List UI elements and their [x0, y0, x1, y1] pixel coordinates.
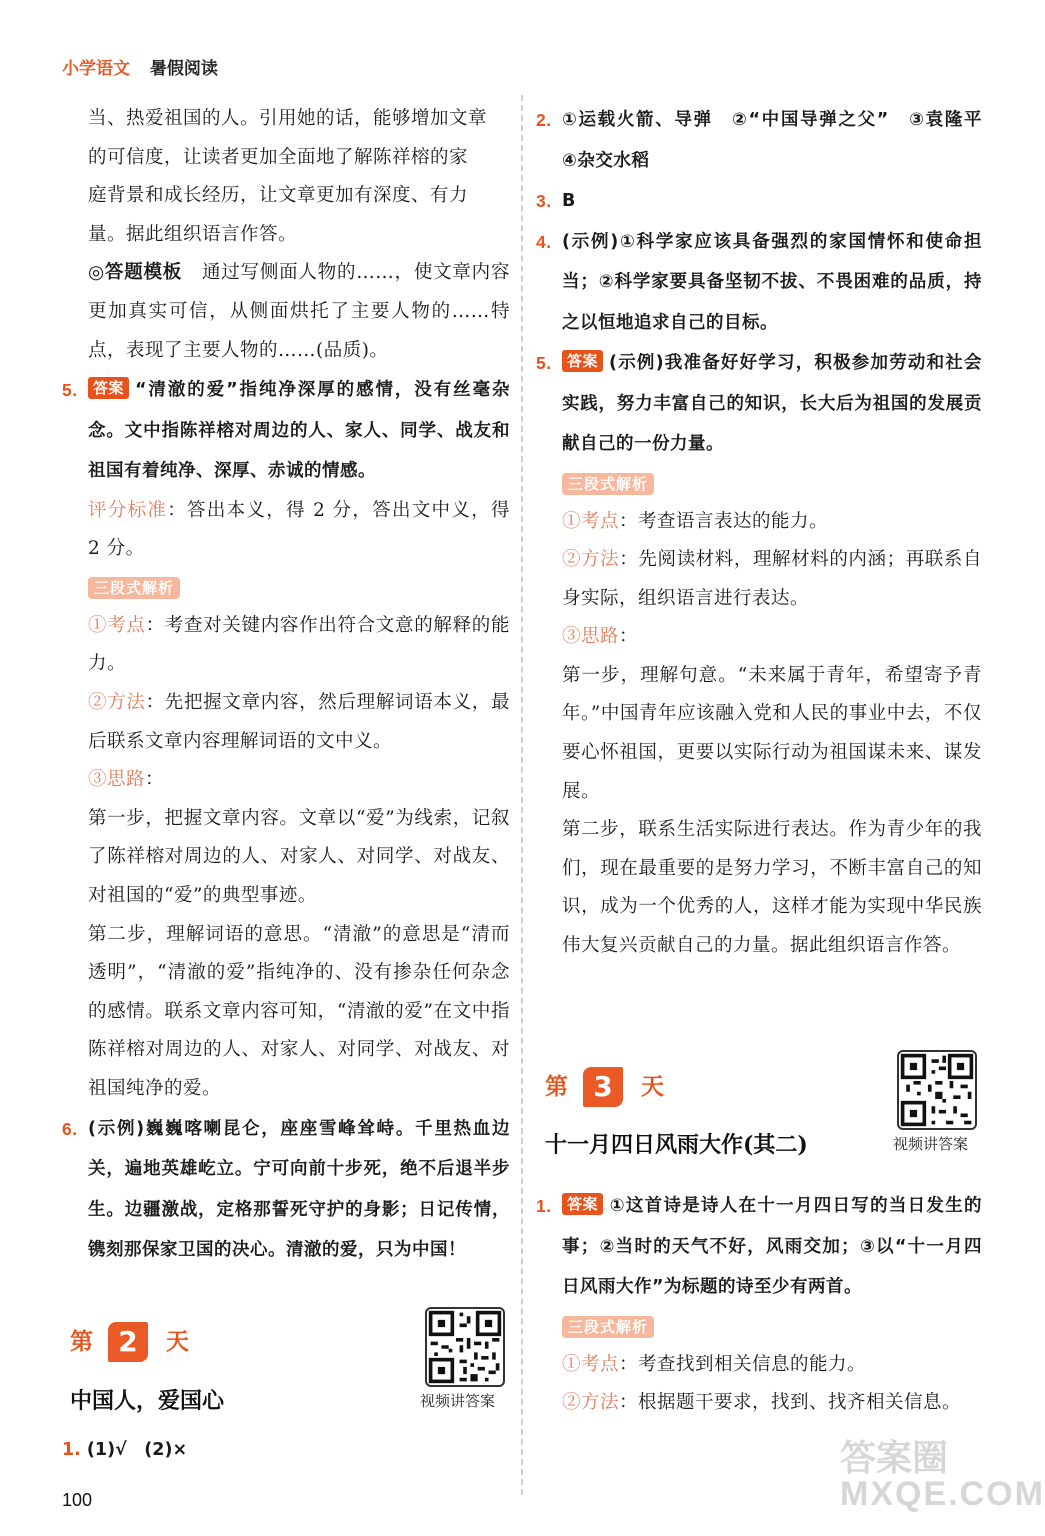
- idea-colon: ：: [145, 769, 165, 791]
- day-suffix: 天: [166, 1329, 189, 1355]
- method-text: ：先阅读材料，理解材料的内涵；再联系自身实际，组织语言进行表达。: [562, 549, 982, 609]
- qr-code-icon[interactable]: [425, 1307, 505, 1387]
- method-label: ②方法: [562, 1392, 620, 1414]
- question-2: [536, 100, 1000, 181]
- analysis-header: [88, 569, 510, 607]
- template-label: ◎答题模板: [88, 262, 183, 284]
- day-number-badge: 3: [583, 1067, 623, 1107]
- section-title: 中国人，爱国心: [70, 1388, 225, 1414]
- intro-line: 量。据此组织语言作答。: [88, 223, 298, 245]
- intro-line: 当、热爱祖国的人。引用她的话，能够增加文章: [88, 108, 488, 129]
- answer-text: (1)√ (2)×: [86, 1440, 188, 1460]
- analysis-header: [562, 1308, 982, 1346]
- answer-text: (示例)巍巍喀喇昆仑，座座雪峰耸峙。千里热血边关，遍地英雄屹立。宁可向前十步死，绝不后退半步生。边疆激战，定格那誓死守护的身影；日记传情，镌刻那保家卫国的决心。清澈的爱，只为中国！: [88, 1118, 510, 1261]
- intro-line: 的可信度，让读者更加全面地了解陈祥榕的家: [88, 146, 469, 168]
- day-prefix: 第: [545, 1074, 568, 1100]
- question-number: 3.: [536, 191, 552, 211]
- question-number: 6.: [62, 1118, 78, 1139]
- analysis-step-2: 第二步，联系生活实际进行表达。作为青少年的我们，现在最重要的是努力学习，不断丰富自己的知识，成为一个优秀的人，这样才能为实现中华民族伟大复兴贡献自己的力量。据此组织语言作答。: [562, 819, 982, 957]
- answer-text: “清澈的爱”指纯净深厚的感情，没有丝毫杂念。文中指陈祥榕对周边的人、家人、同学、战友和祖国有着纯净、深厚、赤诚的情感。: [88, 380, 510, 482]
- question-number: 1.: [62, 1440, 81, 1460]
- day-3-heading: [545, 1065, 685, 1109]
- point-text: ：考查对关键内容作出符合文意的解释的能力。: [88, 614, 510, 675]
- analysis-point: [88, 607, 510, 684]
- analysis-idea: [562, 618, 982, 657]
- question-number: 4.: [536, 231, 552, 252]
- scoring-label: 评分标准: [88, 499, 168, 521]
- question-number: 5.: [62, 380, 78, 401]
- right-column: [536, 100, 1000, 966]
- method-label: ②方法: [88, 692, 146, 714]
- watermark-line-2: MXQE.COM: [840, 1475, 1045, 1513]
- header-book-title: 暑假阅读: [149, 59, 218, 79]
- qr-label: 视频讲答案: [420, 1392, 496, 1410]
- header-subject: 小学语文: [62, 59, 130, 79]
- method-label: ②方法: [562, 549, 620, 571]
- day-2-question-1: [62, 1430, 512, 1470]
- day-number-badge: 2: [108, 1322, 148, 1362]
- point-label: ①考点: [562, 510, 620, 532]
- day-2-heading: [70, 1320, 210, 1364]
- answer-text: B: [562, 191, 576, 211]
- left-column: [62, 100, 510, 1271]
- answer-template: [88, 254, 510, 370]
- analysis-point: [562, 1346, 982, 1385]
- analysis-tag: 三段式解析: [88, 577, 180, 599]
- question-4: [536, 222, 982, 344]
- analysis-tag: 三段式解析: [562, 1316, 654, 1338]
- scoring-text: ：答出本义，得 2 分，答出文中义，得 2 分。: [88, 499, 510, 560]
- column-divider: [521, 95, 523, 1495]
- day-suffix: 天: [641, 1074, 664, 1100]
- analysis-point: [562, 503, 982, 542]
- analysis-method: [562, 541, 982, 618]
- question-number: 1.: [536, 1196, 552, 1216]
- analysis-step-2: 第二步，理解词语的意思。“清澈”的意思是“清而透明”，“清澈的爱”指纯净的、没有掺杂任何杂念的感情。联系文章内容可知，“清澈的爱”在文中指陈祥榕对周边的人、对家人、对同学、对战友、对祖国纯净的爱。: [88, 923, 510, 1099]
- analysis-step-1: 第一步，理解句意。“未来属于青年，希望寄予青年。”中国青年应该融入党和人民的事业中去，不仅要心怀祖国，更要以实际行动为祖国谋未来、谋发展。: [562, 664, 982, 802]
- day-prefix: 第: [70, 1329, 93, 1355]
- question-5: [62, 370, 510, 492]
- scoring-standard: [88, 492, 510, 569]
- analysis-tag: 三段式解析: [562, 473, 654, 495]
- section-title: 十一月四日风雨大作(其二): [545, 1132, 808, 1158]
- point-text: ：考查语言表达的能力。: [619, 510, 829, 532]
- point-text: ：考查找到相关信息的能力。: [619, 1353, 867, 1375]
- question-5: [536, 343, 982, 465]
- idea-colon: ：: [619, 626, 639, 648]
- answer-tag: 答案: [562, 350, 603, 372]
- answer-tag: 答案: [562, 1193, 603, 1215]
- running-header: [62, 54, 218, 79]
- question-3: [536, 181, 982, 222]
- answer-text: (示例)我准备好好学习，积极参加劳动和社会实践，努力丰富自己的知识，长大后为祖国的发展贡献自己的一份力量。: [562, 353, 982, 454]
- day-3-question-1: [536, 1186, 982, 1308]
- answer-text: ①这首诗是诗人在十一月四日写的当日发生的事；②当时的天气不好，风雨交加；③以“十一月四日风雨大作”为标题的诗至少有两首。: [562, 1196, 982, 1297]
- analysis-step-1: 第一步，把握文章内容。文章以“爱”为线索，记叙了陈祥榕对周边的人、对家人、对同学、对战友、对祖国的“爱”的典型事迹。: [88, 807, 510, 906]
- question-6: [62, 1109, 510, 1271]
- answer-text: ①运载火箭、导弹 ②“中国导弹之父” ③袁隆平 ④杂交水稻: [562, 110, 1000, 171]
- method-text: ：根据题干要求，找到、找齐相关信息。: [619, 1392, 962, 1414]
- answer-text: (示例)①科学家应该具备强烈的家国情怀和使命担当；②科学家要具备坚韧不拔、不畏困难的品质，持之以恒地追求自己的目标。: [562, 231, 982, 333]
- idea-label: ③思路: [562, 626, 620, 648]
- template-text: 通过写侧面人物的……，使文章内容更加真实可信，从侧面烘托了主要人物的……特点，表现了主要人物的……(品质)。: [88, 262, 510, 361]
- page-number: 100: [62, 1490, 93, 1510]
- point-label: ①考点: [88, 614, 146, 636]
- qr-label: 视频讲答案: [893, 1135, 969, 1153]
- day-3-content: [536, 1186, 982, 1423]
- watermark-line-1: 答案圈: [840, 1437, 949, 1478]
- intro-line: 庭背景和成长经历，让文章更加有深度、有力: [88, 185, 469, 207]
- qr-code-icon[interactable]: [897, 1050, 977, 1130]
- idea-label: ③思路: [88, 769, 146, 791]
- watermark: [840, 1437, 1045, 1513]
- question-number: 5.: [536, 353, 552, 373]
- point-label: ①考点: [562, 1353, 620, 1375]
- analysis-method: [88, 684, 510, 761]
- method-text: ：先把握文章内容，然后理解词语本义，最后联系文章内容理解词语的文中义。: [88, 692, 510, 752]
- question-number: 2.: [536, 110, 552, 130]
- analysis-idea: [88, 761, 510, 800]
- analysis-method: [562, 1384, 982, 1423]
- analysis-header: [562, 465, 982, 503]
- answer-tag: 答案: [88, 377, 129, 399]
